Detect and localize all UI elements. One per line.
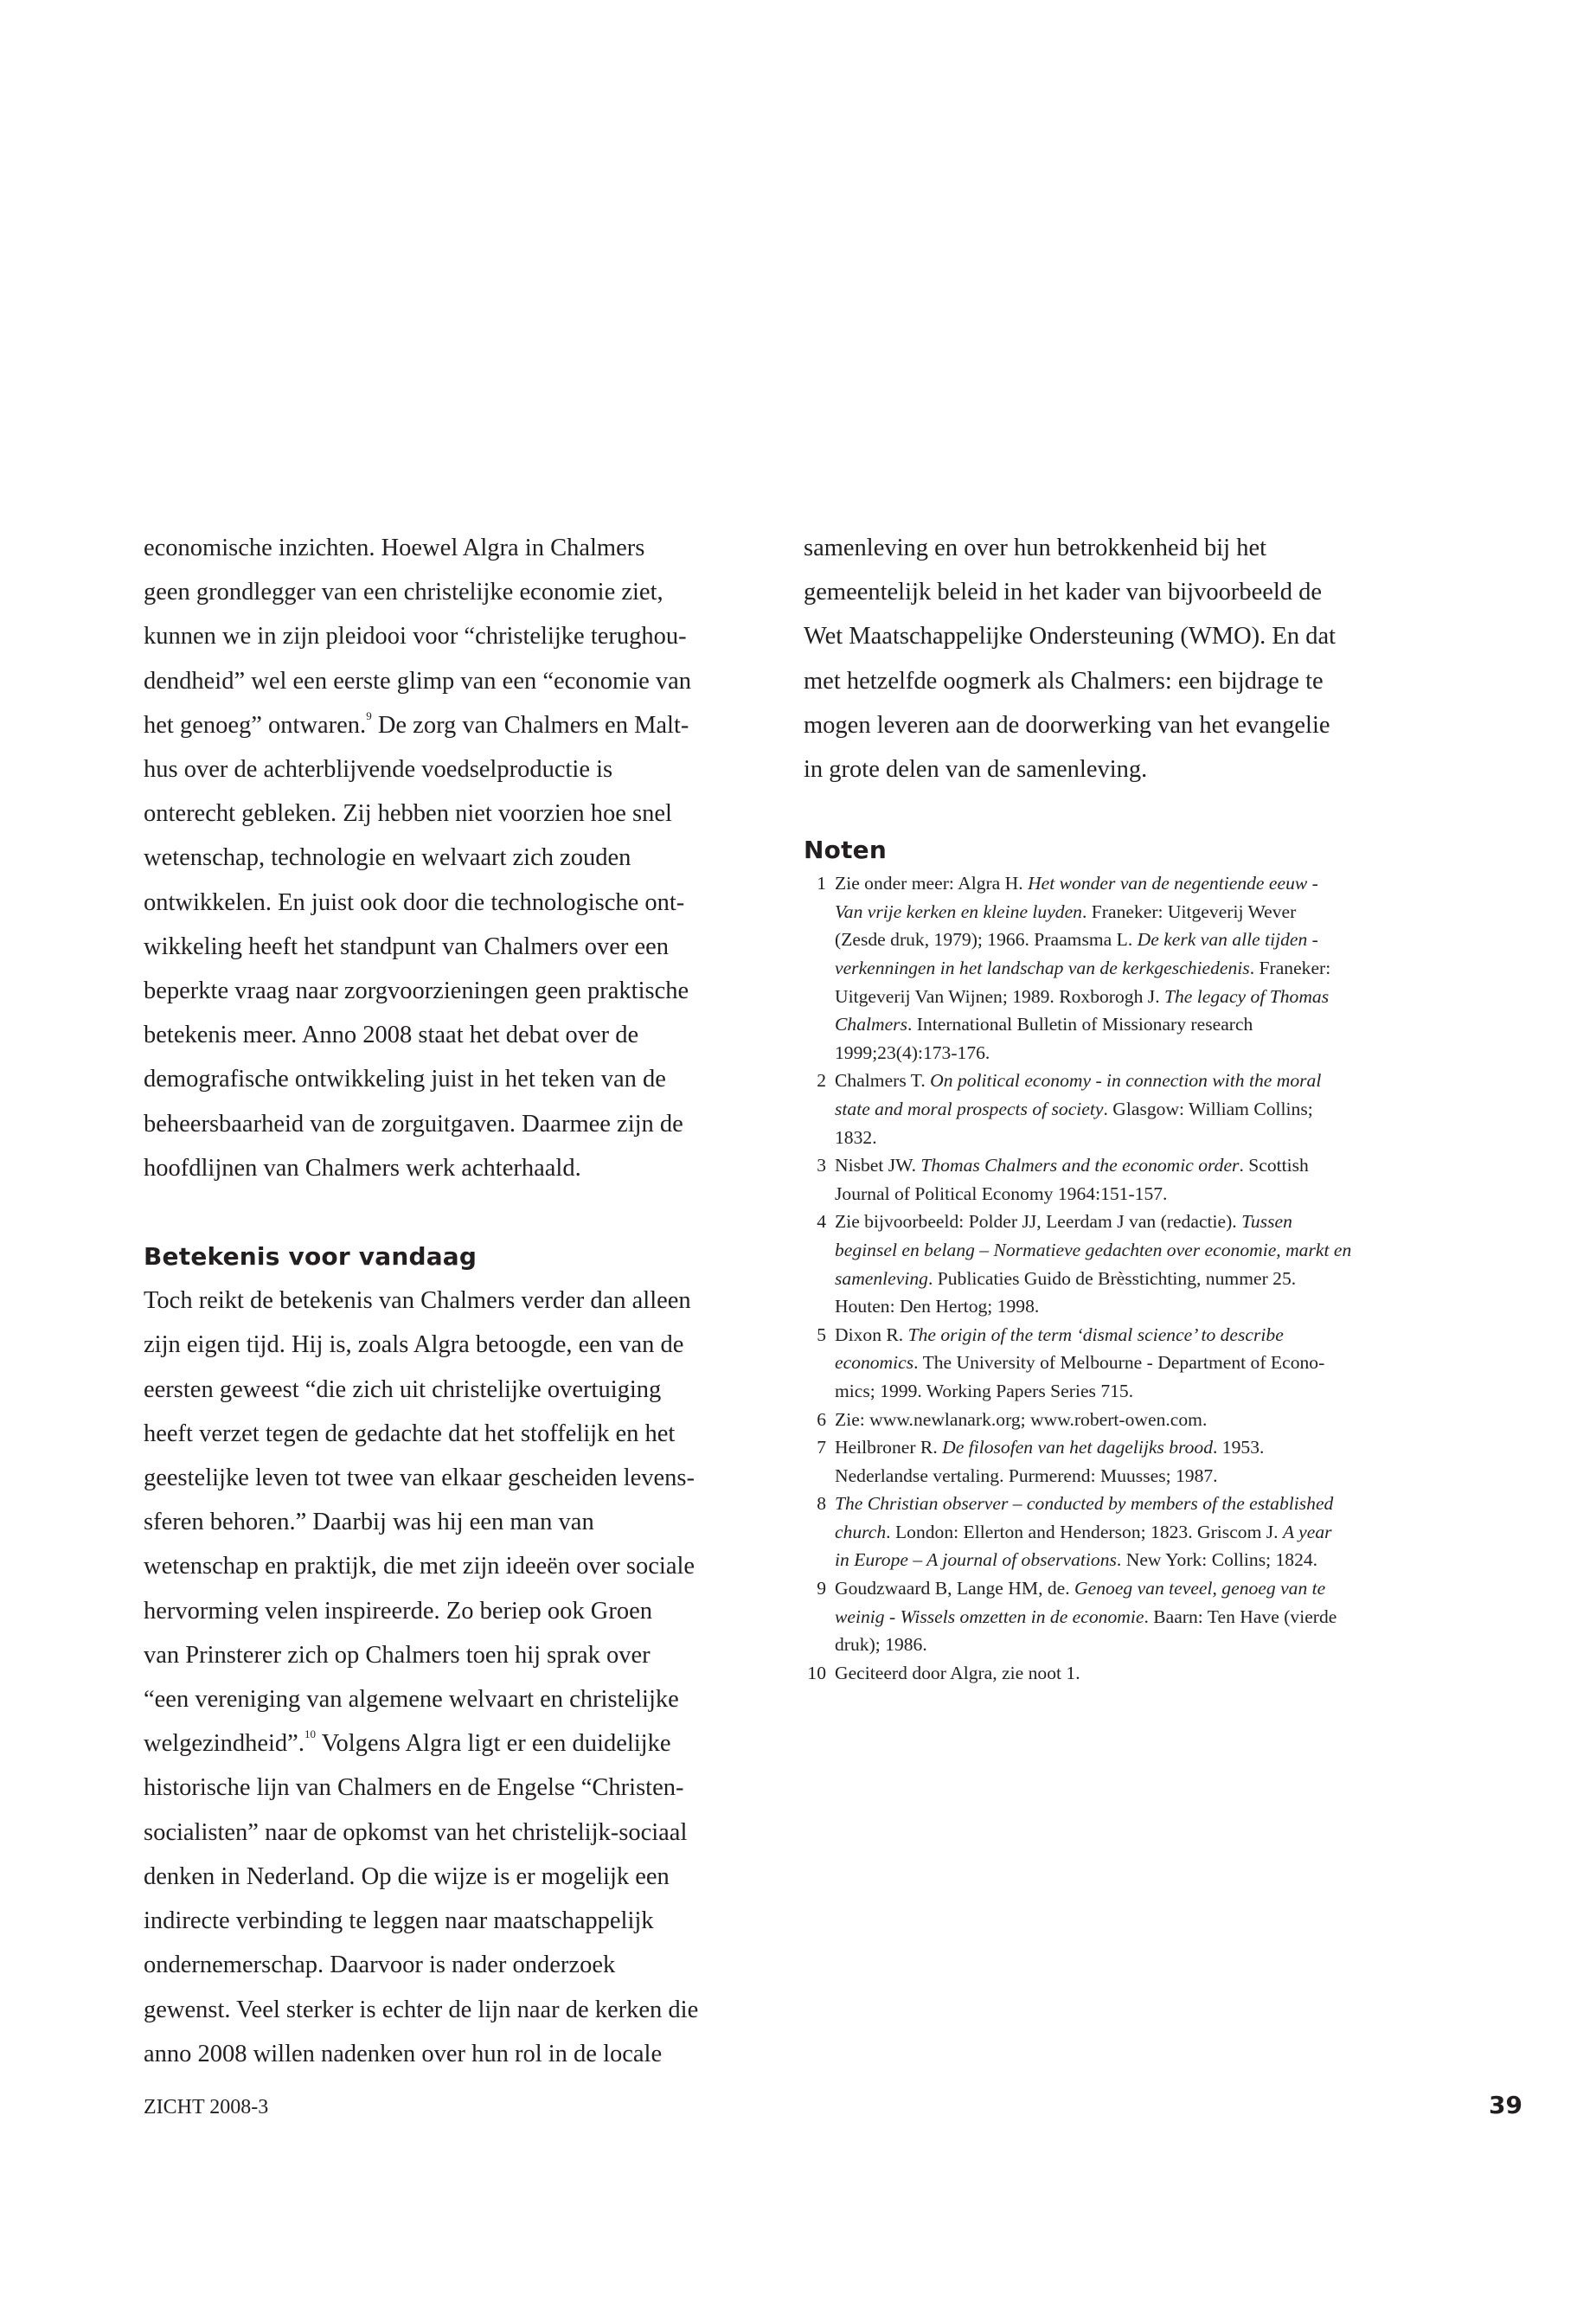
text-line: gewenst. Veel sterker is echter de lijn naar de kerken die — [144, 1996, 699, 2023]
text-line: wikkeling heeft het standpunt van Chalmers over een — [144, 933, 670, 960]
note-line: state and moral prospects of society. Glasgow: William Collins; — [835, 1098, 1313, 1119]
note-item — [804, 869, 1401, 1067]
note-line: Houten: Den Hertog; 1998. — [835, 1296, 1040, 1317]
note-line: mics; 1999. Working Papers Series 715. — [835, 1380, 1134, 1401]
left-paragraph-2 — [144, 1279, 740, 2076]
footnote-reference: 9 — [366, 708, 372, 722]
text-line: Wet Maatschappelijke Ondersteuning (WMO). En dat — [804, 623, 1336, 651]
note-line: verkenningen in het landschap van de kerkgeschiedenis. Franeker: — [835, 958, 1331, 978]
note-line: in Europe – A journal of observations. New York: Collins; 1824. — [835, 1549, 1318, 1571]
text-line: beperkte vraag naar zorgvoorzieningen geen praktische — [144, 977, 689, 1005]
notes-heading: Noten — [804, 836, 887, 865]
text-line: dendheid” wel een eerste glimp van een “economie van — [144, 667, 692, 695]
note-line: Dixon R. The origin of the term ‘dismal science’ to describe — [835, 1324, 1284, 1345]
note-line: Heilbroner R. De filosofen van het dagelijks brood. 1953. — [835, 1437, 1265, 1458]
note-line: druk); 1986. — [835, 1634, 927, 1656]
note-item — [804, 1574, 1401, 1659]
text-line: wetenschap en praktijk, die met zijn ideeën over sociale — [144, 1553, 695, 1580]
note-item — [804, 1208, 1401, 1320]
right-column — [804, 526, 1401, 1687]
text-line: gemeentelijk beleid in het kader van bijvoorbeeld de — [804, 579, 1323, 606]
note-line: Van vrije kerken en kleine luyden. Franeker: Uitgeverij Wever — [835, 901, 1297, 922]
note-line: Journal of Political Economy 1964:151-157. — [835, 1183, 1168, 1204]
text-line: geen grondlegger van een christelijke economie ziet, — [144, 579, 663, 606]
text-line: economische inzichten. Hoewel Algra in Chalmers — [144, 535, 645, 561]
note-number: 8 — [817, 1493, 826, 1515]
text-line: welgezindheid”.$^{10}$ Volgens Algra ligt er een duidelijke — [144, 1727, 671, 1758]
text-line: denken in Nederland. Op die wijze is er mogelijk een — [144, 1862, 670, 1890]
note-line: Uitgeverij Van Wijnen; 1989. Roxborogh J. The legacy of Thomas — [835, 985, 1330, 1007]
note-line: Chalmers T. On political economy - in connection with the moral — [835, 1070, 1322, 1092]
left-column — [144, 526, 740, 2076]
text-line: anno 2008 willen nadenken over hun rol in de locale — [144, 2040, 663, 2067]
notes-list — [804, 869, 1401, 1687]
note-line: economics. The University of Melbourne - Department of Econo- — [835, 1352, 1325, 1374]
text-line: hoofdlijnen van Chalmers werk achterhaald. — [144, 1154, 581, 1182]
note-line: weinig - Wissels omzetten in de economie. Baarn: Ten Have (vierde — [835, 1606, 1337, 1627]
text-line: sferen behoren.” Daarbij was hij een man van — [144, 1509, 594, 1536]
text-line: beheersbaarheid van de zorguitgaven. Daarmee zijn de — [144, 1110, 683, 1138]
text-line: geestelijke leven tot twee van elkaar gescheiden levens- — [144, 1465, 695, 1492]
note-item — [804, 1067, 1401, 1151]
journal-label: ZICHT 2008-3 — [144, 2096, 269, 2118]
text-line: samenleving en over hun betrokkenheid bij het — [804, 535, 1267, 561]
note-item — [804, 1490, 1401, 1574]
note-line: beginsel en belang – Normatieve gedachten over economie, markt en — [835, 1239, 1352, 1260]
note-line: Geciteerd door Algra, zie noot 1. — [835, 1662, 1080, 1683]
note-item — [804, 1321, 1401, 1406]
text-line: van Prinsterer zich op Chalmers toen hij sprak over — [144, 1641, 651, 1669]
note-line: church. London: Ellerton and Henderson; 1823. Griscom J. A year — [835, 1521, 1332, 1542]
text-line: indirecte verbinding te leggen naar maatschappelijk — [144, 1907, 654, 1935]
text-line: wetenschap, technologie en welvaart zich zouden — [144, 844, 631, 872]
note-number: 5 — [817, 1324, 826, 1345]
note-number: 1 — [817, 873, 826, 894]
note-line: Zie onder meer: Algra H. Het wonder van de negentiende eeuw - — [835, 873, 1318, 894]
text-line: onterecht gebleken. Zij hebben niet voorzien hoe snel — [144, 800, 672, 828]
note-number: 4 — [817, 1211, 826, 1233]
note-item — [804, 1433, 1401, 1490]
text-line: in grote delen van de samenleving. — [804, 756, 1148, 784]
text-line: ondernemerschap. Daarvoor is nader onderzoek — [144, 1952, 616, 1979]
text-line: hervorming velen inspireerde. Zo beriep ook Groen — [144, 1597, 653, 1625]
text-line: “een vereniging van algemene welvaart en christelijke — [144, 1686, 679, 1714]
text-line: ontwikkelen. En juist ook door die technologische ont- — [144, 888, 685, 916]
note-line: Nederlandse vertaling. Purmerend: Muusses; 1987. — [835, 1465, 1218, 1486]
note-line: 1999;23(4):173-176. — [835, 1042, 990, 1063]
section-heading: Betekenis voor vandaag — [144, 1242, 478, 1272]
note-number: 3 — [817, 1155, 826, 1176]
note-line: Zie: www.newlanark.org; www.robert-owen.com. — [835, 1408, 1208, 1430]
note-line: Chalmers. International Bulletin of Missionary research — [835, 1014, 1253, 1035]
text-line: kunnen we in zijn pleidooi voor “christelijke terughou- — [144, 623, 687, 651]
text-line: demografische ontwikkeling juist in het teken van de — [144, 1066, 666, 1093]
text-line: heeft verzet tegen de gedachte dat het stoffelijk en het — [144, 1420, 676, 1447]
note-number: 10 — [807, 1662, 826, 1683]
note-line: samenleving. Publicaties Guido de Brèsstichting, nummer 25. — [835, 1267, 1297, 1289]
text-line: het genoeg” ontwaren.$^9$ De zorg van Chalmers en Malt- — [144, 708, 689, 739]
note-number: 6 — [817, 1408, 826, 1430]
note-item — [804, 1406, 1401, 1434]
note-item — [804, 1659, 1401, 1688]
note-number: 7 — [817, 1437, 826, 1458]
note-line: (Zesde druk, 1979); 1966. Praamsma L. De kerk van alle tijden - — [835, 929, 1318, 951]
text-line: met hetzelfde oogmerk als Chalmers: een bijdrage te — [804, 667, 1324, 695]
note-line: The Christian observer – conducted by members of the established — [835, 1493, 1334, 1515]
text-line: mogen leveren aan de doorwerking van het evangelie — [804, 711, 1330, 739]
note-item — [804, 1151, 1401, 1208]
footnote-reference: 10 — [304, 1727, 316, 1741]
text-line: zijn eigen tijd. Hij is, zoals Algra betoogde, een van de — [144, 1331, 684, 1359]
note-line: 1832. — [835, 1126, 877, 1148]
text-line: betekenis meer. Anno 2008 staat het debat over de — [144, 1022, 639, 1049]
note-line: Zie bijvoorbeeld: Polder JJ, Leerdam J van (redactie). Tussen — [835, 1211, 1292, 1233]
text-line: hus over de achterblijvende voedselproductie is — [144, 756, 613, 784]
left-paragraph-1 — [144, 526, 740, 1190]
text-line: socialisten” naar de opkomst van het christelijk-sociaal — [144, 1818, 688, 1846]
note-number: 9 — [817, 1578, 826, 1599]
text-line: Toch reikt de betekenis van Chalmers verder dan alleen — [144, 1287, 691, 1315]
note-number: 2 — [817, 1070, 826, 1092]
right-paragraph — [804, 526, 1401, 792]
text-line: historische lijn van Chalmers en de Engelse “Christen- — [144, 1774, 684, 1802]
note-line: Goudzwaard B, Lange HM, de. Genoeg van teveel, genoeg van te — [835, 1578, 1326, 1599]
text-line: eersten geweest “die zich uit christelijke overtuiging — [144, 1375, 662, 1403]
page-number: 39 — [1489, 2091, 1522, 2119]
note-line: Nisbet JW. Thomas Chalmers and the economic order. Scottish — [835, 1155, 1309, 1176]
